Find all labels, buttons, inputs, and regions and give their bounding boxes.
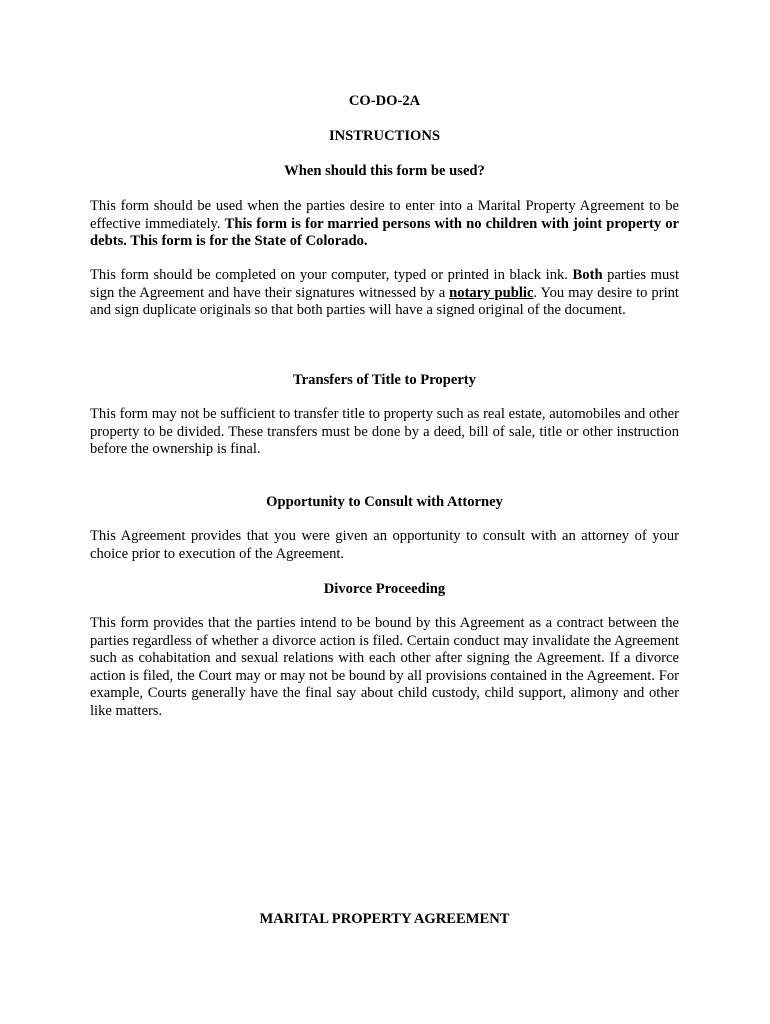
attorney-heading: Opportunity to Consult with Attorney bbox=[266, 494, 503, 510]
agreement-heading: MARITAL PROPERTY AGREEMENT bbox=[259, 911, 510, 927]
completion-text-2: parties must sign the Agreement and have their signatures witnessed by a bbox=[90, 267, 679, 301]
when-text: This form should be used when the parties desire to enter into a Marital Property Agreement to be effective immediately. bbox=[90, 198, 679, 232]
completion-paragraph bbox=[90, 267, 679, 320]
divorce-paragraph: This form provides that the parties intend to be bound by this Agreement as a contract between the parties regardless of whether a divorce action is filed. Certain conduct may invalidate the Agreement such as cohabitation and sexual relations with each other after signing the Agreement. If a divorce action is filed, the Court may or may not be bound by all provisions contained in the Agreement. For example, Courts generally have the final say about child custody, child support, alimony and other like matters. bbox=[90, 615, 679, 719]
when-bold-text: This form is for married persons with no children with joint property or debts. This form is for the State of Colorado. bbox=[90, 215, 679, 250]
transfers-paragraph: This form may not be sufficient to transfer title to property such as real estate, automobiles and other property to be divided. These transfers must be done by a deed, bill of sale, title or other instruction before the ownership is final. bbox=[90, 406, 679, 458]
transfers-heading: Transfers of Title to Property bbox=[293, 372, 476, 388]
when-paragraph bbox=[90, 198, 679, 251]
completion-text-1: This form should be completed on your computer, typed or printed in black ink. bbox=[90, 267, 573, 283]
completion-text-3: . You may desire to print and sign duplicate originals so that both parties will have a signed original of the document. bbox=[90, 284, 679, 319]
attorney-paragraph: This Agreement provides that you were given an opportunity to consult with an attorney of your choice prior to execution of the Agreement. bbox=[90, 528, 679, 562]
instructions-heading: INSTRUCTIONS bbox=[328, 128, 441, 144]
notary-public-text: notary public bbox=[449, 284, 534, 301]
when-heading: When should this form be used? bbox=[284, 163, 485, 179]
form-code: CO-DO-2A bbox=[348, 93, 421, 109]
completion-bold-both: Both bbox=[572, 267, 603, 283]
divorce-heading: Divorce Proceeding bbox=[323, 581, 446, 597]
